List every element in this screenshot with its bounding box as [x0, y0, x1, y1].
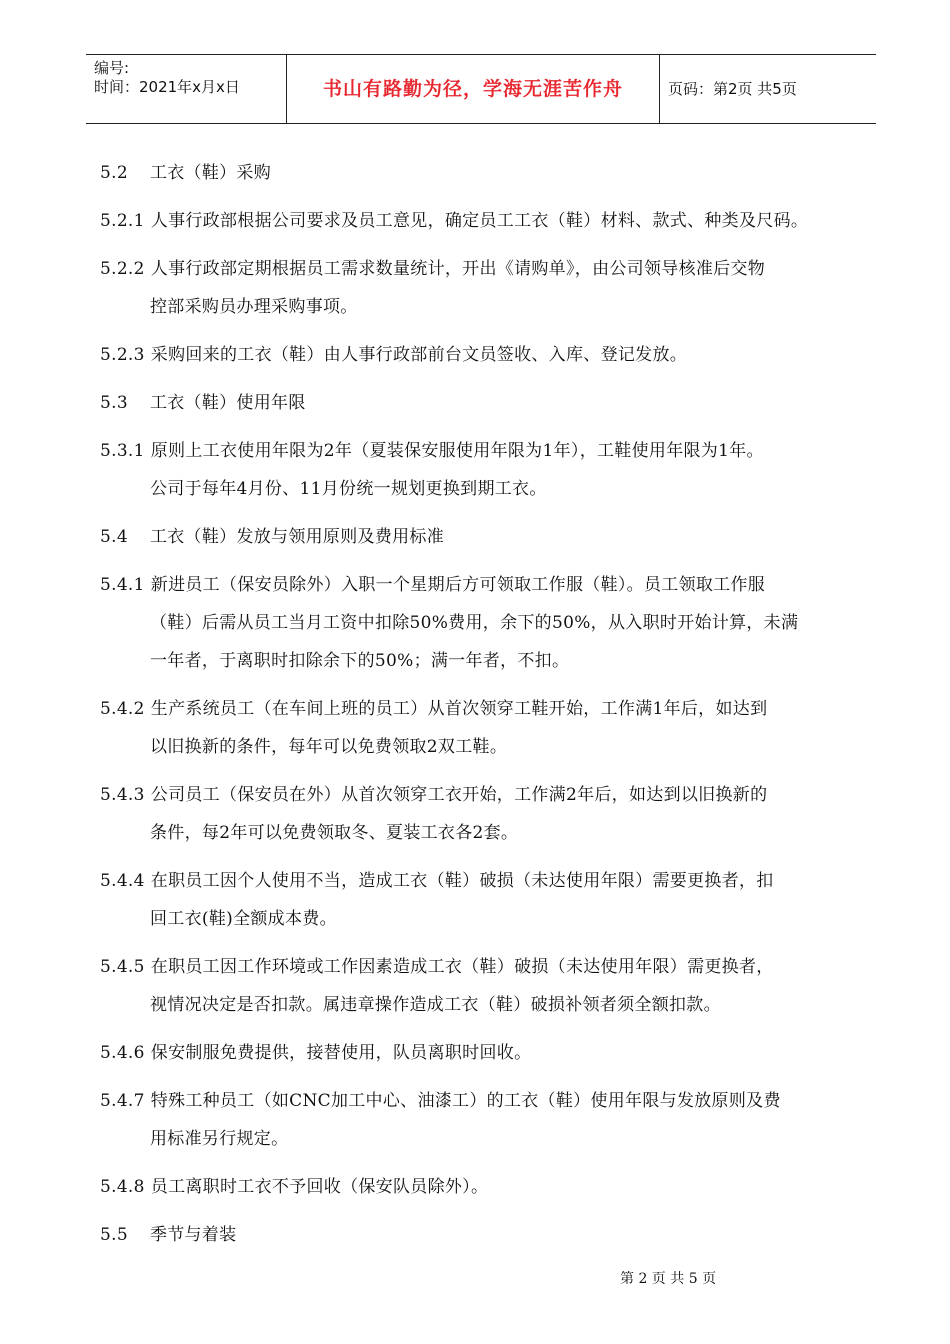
clause: [100, 694, 880, 719]
section-number: 5.5: [100, 1225, 128, 1245]
clause: [100, 436, 880, 461]
clause-text: 人事行政部根据公司要求及员工意见，确定员工工衣（鞋）材料、款式、种类及尺码。: [150, 211, 809, 231]
clause: [100, 1038, 880, 1063]
clause-number: 5.4.1: [100, 575, 145, 595]
clause-text: 采购回来的工衣（鞋）由人事行政部前台文员签收、入库、登记发放。: [150, 345, 688, 365]
section-title: 季节与着装: [149, 1225, 237, 1245]
clause-number: 5.4.2: [100, 699, 145, 719]
clause-text: 新进员工（保安员除外）入职一个星期后方可领取工作服（鞋）。员工领取工作服: [150, 575, 766, 595]
section-number: 5.3: [100, 393, 128, 413]
document-number-label: 编号:: [94, 59, 130, 77]
clause: [100, 254, 880, 279]
clause-number: 5.4.4: [100, 871, 145, 891]
clause-continuation: 公司于每年4月份、11月份统一规划更换到期工衣。: [150, 479, 547, 499]
clause-text: 在职员工因工作环境或工作因素造成工衣（鞋）破损（未达使用年限）需更换者，: [150, 957, 774, 977]
clause-text: 保安制服免费提供，接替使用，队员离职时回收。: [150, 1043, 532, 1063]
clause-number: 5.4.8: [100, 1177, 145, 1197]
footer-page-number: 第 2 页 共 5 页: [620, 1271, 717, 1287]
clause: [100, 1086, 880, 1111]
document-time-label: 时间：2021年x月x日: [94, 78, 240, 96]
section-title: 工衣（鞋）采购: [149, 163, 272, 183]
clause-text: 特殊工种员工（如CNC加工中心、油漆工）的工衣（鞋）使用年限与发放原则及费: [150, 1091, 781, 1111]
section-title: 工衣（鞋）发放与领用原则及费用标准: [149, 527, 445, 547]
clause-number: 5.2.2: [100, 259, 145, 279]
clause-continuation: 条件，每2年可以免费领取冬、夏装工衣各2套。: [150, 823, 519, 843]
clause-number: 5.2.3: [100, 345, 145, 365]
clause-text: 在职员工因个人使用不当，造成工衣（鞋）破损（未达使用年限）需要更换者，扣: [150, 871, 774, 891]
clause: [100, 780, 880, 805]
clause-continuation: 用标准另行规定。: [150, 1129, 289, 1149]
clause: [100, 206, 880, 231]
clause-text: 原则上工衣使用年限为2年（夏装保安服使用年限为1年），工鞋使用年限为1年。: [150, 441, 764, 461]
clause-continuation: 控部采购员办理采购事项。: [150, 297, 358, 317]
page-header: [86, 54, 876, 124]
clause-continuation: 一年者，于离职时扣除余下的50%；满一年者，不扣。: [150, 651, 570, 671]
header-page-info: 页码：第2页 共5页: [668, 80, 797, 98]
section-title: 工衣（鞋）使用年限: [149, 393, 306, 413]
clause: [100, 340, 880, 365]
section-number: 5.2: [100, 163, 128, 183]
header-motto: 书山有路勤为径，学海无涯苦作舟: [287, 55, 660, 123]
clause-number: 5.4.7: [100, 1091, 145, 1111]
clause-continuation: 回工衣(鞋)全额成本费。: [150, 909, 337, 929]
clause-continuation: （鞋）后需从员工当月工资中扣除50%费用，余下的50%，从入职时开始计算，未满: [150, 613, 799, 633]
clause-text: 人事行政部定期根据员工需求数量统计，开出《请购单》，由公司领导核准后交物: [150, 259, 766, 279]
clause: [100, 570, 880, 595]
section-number: 5.4: [100, 527, 128, 547]
section-heading: [100, 522, 880, 547]
clause-number: 5.4.3: [100, 785, 145, 805]
section-heading: [100, 1220, 880, 1245]
clause: [100, 1172, 880, 1197]
clause-text: 员工离职时工衣不予回收（保安队员除外）。: [150, 1177, 489, 1197]
clause-number: 5.4.5: [100, 957, 145, 977]
clause-text: 生产系统员工（在车间上班的员工）从首次领穿工鞋开始，工作满1年后，如达到: [150, 699, 768, 719]
clause: [100, 866, 880, 891]
clause: [100, 952, 880, 977]
clause-number: 5.2.1: [100, 211, 145, 231]
clause-number: 5.3.1: [100, 441, 145, 461]
clause-continuation: 视情况决定是否扣款。属违章操作造成工衣（鞋）破损补领者须全额扣款。: [150, 995, 721, 1015]
header-meta: [86, 55, 287, 123]
clause-continuation: 以旧换新的条件，每年可以免费领取2双工鞋。: [150, 737, 508, 757]
section-heading: [100, 158, 880, 183]
clause-text: 公司员工（保安员在外）从首次领穿工衣开始，工作满2年后，如达到以旧换新的: [150, 785, 768, 805]
clause-number: 5.4.6: [100, 1043, 145, 1063]
section-heading: [100, 388, 880, 413]
